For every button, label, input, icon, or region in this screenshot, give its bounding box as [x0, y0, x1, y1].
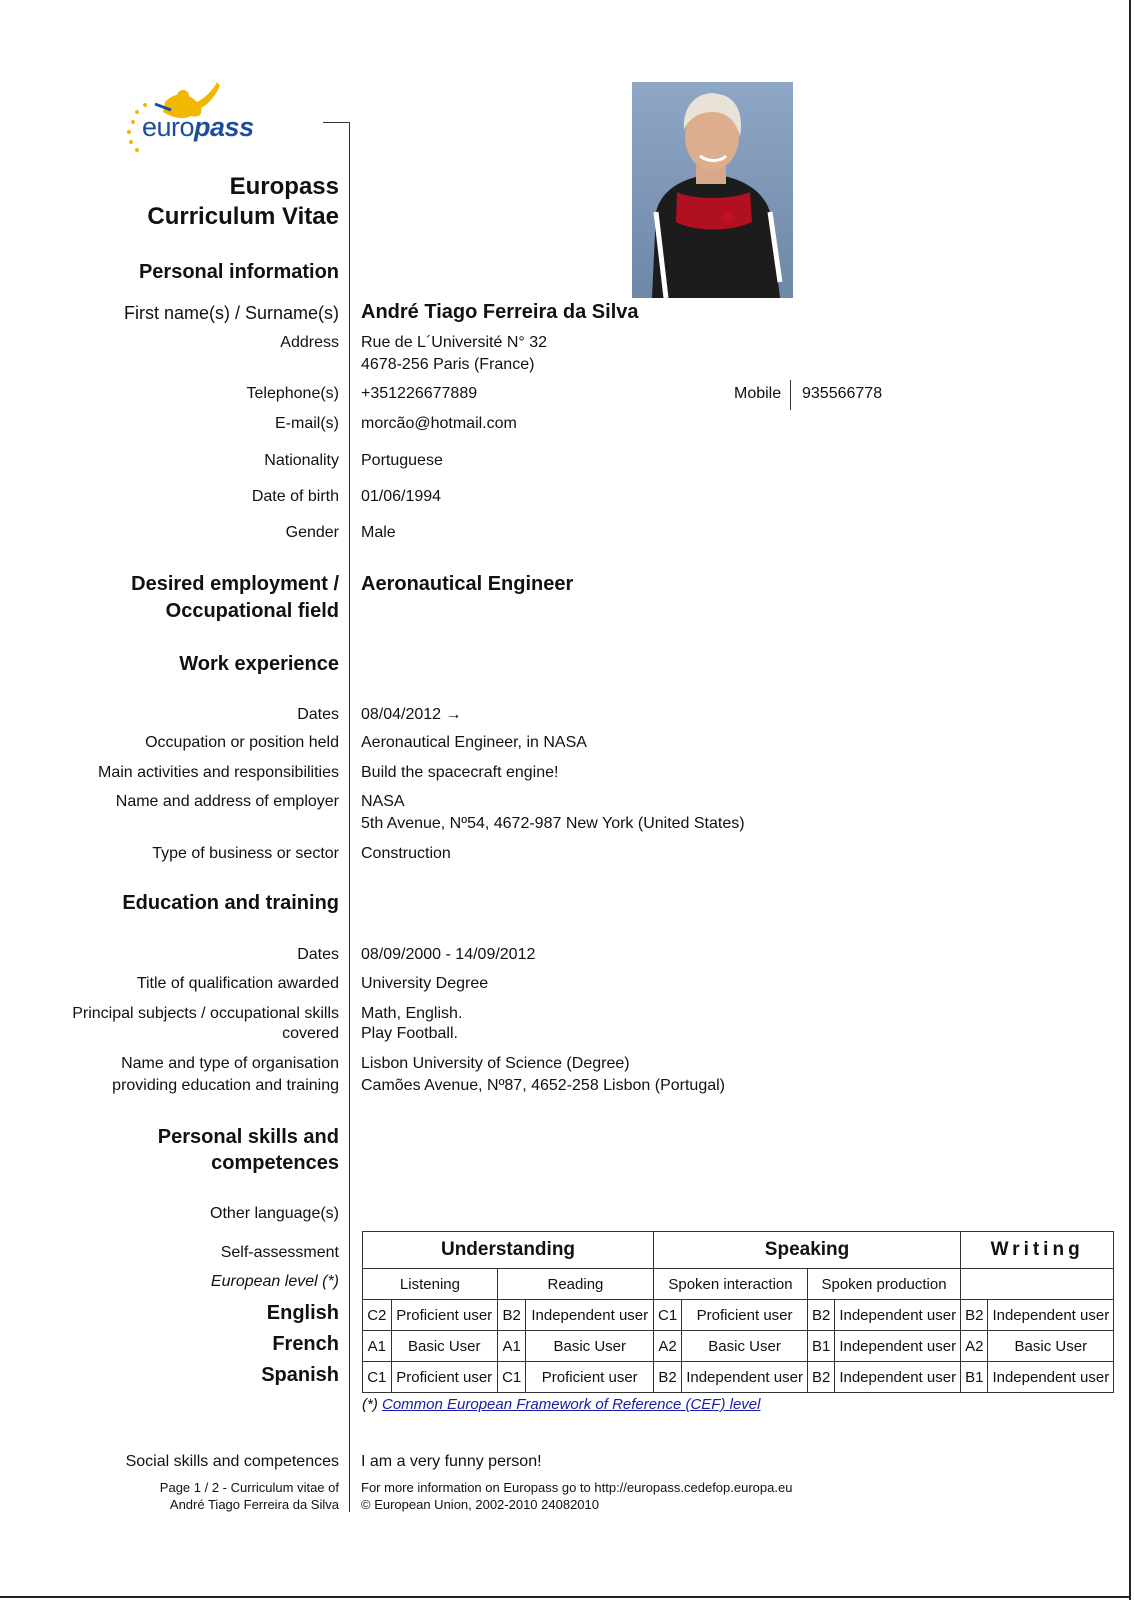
- organisation-label-line2: providing education and training: [112, 1077, 339, 1094]
- name-label: First name(s) / Surname(s): [123, 303, 339, 323]
- subjects-line2: Play Football.: [361, 1025, 458, 1042]
- gender-value: Male: [361, 524, 396, 541]
- occupation-label: Occupation or position held: [145, 734, 339, 751]
- nationality-value: Portuguese: [361, 452, 443, 469]
- organisation-line1: Lisbon University of Science (Degree): [361, 1055, 630, 1072]
- table-subheader-row: [363, 1269, 1114, 1300]
- cef-prefix: (*): [362, 1396, 382, 1413]
- page-border-right: [1129, 0, 1131, 1600]
- level-code: C1: [363, 1362, 392, 1393]
- social-skills-label: Social skills and competences: [125, 1453, 339, 1470]
- self-assessment-label: Self-assessment: [220, 1244, 339, 1261]
- cef-note: [362, 1396, 760, 1413]
- employer-label: Name and address of employer: [115, 793, 339, 810]
- level-code: A1: [363, 1331, 392, 1362]
- activities-label: Main activities and responsibilities: [98, 764, 339, 781]
- language-self-assessment-table: [362, 1231, 1114, 1393]
- email-value: morcão@hotmail.com: [361, 415, 517, 432]
- activities-value: Build the spacecraft engine!: [361, 764, 559, 781]
- level-code: A1: [497, 1331, 526, 1362]
- level-desc: Proficient user: [526, 1362, 654, 1393]
- level-desc: Independent user: [682, 1362, 808, 1393]
- gender-label: Gender: [285, 524, 339, 541]
- level-code: A2: [961, 1331, 988, 1362]
- level-code: B1: [961, 1362, 988, 1393]
- other-languages-label: Other language(s): [210, 1205, 339, 1222]
- footer-page-info-line2: André Tiago Ferreira da Silva: [169, 1497, 339, 1512]
- education-heading: Education and training: [122, 892, 339, 914]
- address-line2: 4678-256 Paris (France): [361, 356, 535, 373]
- employer-line2: 5th Avenue, Nº54, 4672-987 New York (United States): [361, 815, 745, 832]
- desired-employment-value: Aeronautical Engineer: [361, 573, 574, 595]
- level-desc: Proficient user: [682, 1300, 808, 1331]
- mobile-divider: [790, 380, 791, 410]
- level-code: A2: [654, 1331, 682, 1362]
- sector-label: Type of business or sector: [152, 845, 339, 862]
- level-code: C1: [497, 1362, 526, 1393]
- email-label: E-mail(s): [275, 415, 339, 432]
- level-code: B2: [807, 1362, 834, 1393]
- subjects-line1: Math, English.: [361, 1005, 463, 1022]
- level-code: B2: [807, 1300, 834, 1331]
- table-header-row: [363, 1232, 1114, 1269]
- column-divider: [349, 122, 350, 1512]
- mobile-value: 935566778: [802, 385, 883, 402]
- organisation-line2: Camões Avenue, Nº87, 4652-258 Lisbon (Portugal): [361, 1077, 725, 1094]
- column-divider-tick: [323, 122, 349, 123]
- level-desc: Independent user: [526, 1300, 654, 1331]
- table-row: [363, 1300, 1114, 1331]
- skills-heading-line1: Personal skills and: [157, 1126, 339, 1148]
- level-desc: Basic User: [988, 1331, 1114, 1362]
- level-code: B2: [497, 1300, 526, 1331]
- spoken-production-header: Spoken production: [807, 1269, 960, 1300]
- cef-link[interactable]: Common European Framework of Reference (CEF) level: [382, 1396, 761, 1413]
- writing-header: Writing: [961, 1232, 1114, 1269]
- occupation-value: Aeronautical Engineer, in NASA: [361, 734, 587, 751]
- education-dates-label: Dates: [297, 946, 339, 963]
- full-name: André Tiago Ferreira da Silva: [361, 301, 639, 323]
- level-desc: Basic User: [391, 1331, 497, 1362]
- level-code: C1: [654, 1300, 682, 1331]
- dob-label: Date of birth: [251, 488, 339, 505]
- level-code: B2: [654, 1362, 682, 1393]
- language-name-french: French: [272, 1333, 339, 1355]
- work-dates-label: Dates: [297, 706, 339, 723]
- language-name-english: English: [266, 1302, 339, 1324]
- employer-line1: NASA: [361, 793, 405, 810]
- level-code: B2: [961, 1300, 988, 1331]
- level-desc: Proficient user: [391, 1362, 497, 1393]
- level-desc: Basic User: [526, 1331, 654, 1362]
- personal-information-heading: Personal information: [138, 261, 339, 283]
- europass-logo-text: europass: [142, 112, 254, 142]
- level-desc: Independent user: [835, 1362, 961, 1393]
- skills-heading-line2: competences: [211, 1152, 339, 1174]
- level-desc: Independent user: [988, 1362, 1114, 1393]
- qualification-value: University Degree: [361, 975, 489, 992]
- listening-header: Listening: [363, 1269, 498, 1300]
- dob-value: 01/06/1994: [361, 488, 442, 505]
- work-dates-value: 08/04/2012 →: [361, 706, 462, 723]
- level-code: C2: [363, 1300, 392, 1331]
- footer-info-line2: © European Union, 2002-2010 24082010: [361, 1497, 599, 1512]
- sector-value: Construction: [361, 845, 451, 862]
- address-line1: Rue de L´Université N° 32: [361, 334, 548, 351]
- footer-page-info-line1: Page 1 / 2 - Curriculum vitae of: [159, 1480, 339, 1495]
- reading-header: Reading: [497, 1269, 653, 1300]
- address-label: Address: [280, 334, 339, 351]
- work-experience-heading: Work experience: [179, 653, 339, 675]
- level-code: B1: [807, 1331, 834, 1362]
- social-skills-value: I am a very funny person!: [361, 1453, 542, 1470]
- footer-info-line1: For more information on Europass go to http://europass.cedefop.europa.eu: [361, 1480, 793, 1495]
- european-level-label: European level (*): [210, 1273, 339, 1290]
- desired-employment-heading-line2: Occupational field: [165, 600, 339, 622]
- level-desc: Basic User: [682, 1331, 808, 1362]
- spoken-interaction-header: Spoken interaction: [654, 1269, 808, 1300]
- writing-subheader: [961, 1269, 1114, 1300]
- level-desc: Independent user: [835, 1331, 961, 1362]
- level-desc: Proficient user: [391, 1300, 497, 1331]
- education-dates-value: 08/09/2000 - 14/09/2012: [361, 946, 536, 963]
- table-row: [363, 1362, 1114, 1393]
- profile-photo: [632, 82, 793, 298]
- understanding-header: Understanding: [363, 1232, 654, 1269]
- level-desc: Independent user: [835, 1300, 961, 1331]
- organisation-label-line1: Name and type of organisation: [121, 1055, 339, 1072]
- telephone-value: +351226677889: [361, 385, 478, 402]
- qualification-label: Title of qualification awarded: [136, 975, 339, 992]
- mobile-label: Mobile: [734, 385, 782, 402]
- subjects-label-line2: covered: [282, 1025, 339, 1042]
- telephone-label: Telephone(s): [246, 385, 339, 402]
- desired-employment-heading-line1: Desired employment /: [131, 573, 339, 595]
- language-name-spanish: Spanish: [261, 1364, 339, 1386]
- cv-title-line1: Europass: [229, 173, 339, 200]
- page-border-bottom: [0, 1596, 1131, 1598]
- cv-title-line2: Curriculum Vitae: [147, 203, 339, 230]
- table-row: [363, 1331, 1114, 1362]
- speaking-header: Speaking: [654, 1232, 961, 1269]
- subjects-label-line1: Principal subjects / occupational skills: [72, 1005, 339, 1022]
- nationality-label: Nationality: [264, 452, 339, 469]
- level-desc: Independent user: [988, 1300, 1114, 1331]
